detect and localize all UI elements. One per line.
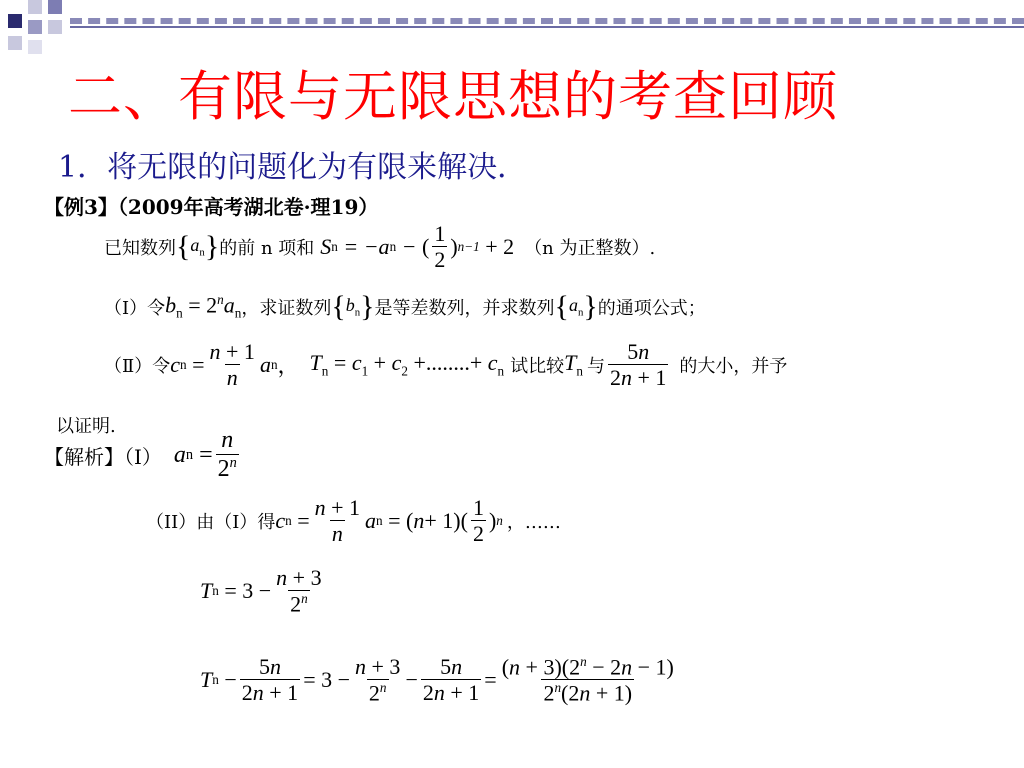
problem-part2-line	[104, 340, 787, 389]
part1-mid2: 是等差数列，并求数列	[374, 298, 555, 319]
math-tn-difference: T n − $\frac{5n}{2n + 1}$ = 3 − $\frac{n + 3}{2^n}$ − $\frac{5n}{2n + 1}$ = $\frac{(n + 3)(2^n - 2n - 1)}{2^n(2n + 1)}$	[200, 654, 674, 706]
given-prefix: 已知数列	[104, 237, 176, 259]
top-dashed-rule	[70, 18, 1024, 24]
corner-decoration	[0, 0, 90, 60]
solution-label: 【解析】（Ⅰ）	[44, 444, 162, 469]
page-title: 二、有限与无限思想的考查回顾	[68, 65, 838, 128]
math-bn-set: $\{b_n\}$	[331, 290, 375, 323]
example-label: 【例3】（2009年高考湖北卷·理19）	[44, 195, 379, 219]
math-tn: $T_n$	[564, 349, 583, 379]
math-an-set: $\{a_n\}$	[176, 229, 220, 263]
math-5n-frac: $\frac{5n}{2n + 1}$	[609, 339, 667, 391]
solution-line-2	[146, 496, 561, 545]
solution-ellipsis: ，……	[506, 511, 561, 533]
part1-mid: ，求证数列	[241, 298, 332, 319]
part2-with: 与	[586, 355, 605, 377]
part2-prefix: （Ⅱ）令	[104, 355, 171, 377]
part1-suffix: 的通项公式；	[597, 298, 706, 319]
problem-part1-line	[104, 290, 706, 324]
top-rule	[70, 26, 1024, 28]
solution-part2-label: （II）由（I）得	[146, 511, 276, 533]
given-suffix: （n 为正整数）.	[524, 237, 656, 259]
part2-suffix: 的大小，并予	[679, 355, 788, 377]
math-cn-result: c n = $\frac{n + 1}{n}$ a n = ( n + 1)( $\frac{1}{2}$ ) n	[275, 495, 503, 547]
part1-prefix: （Ⅰ）令	[104, 298, 166, 319]
math-sn-formula: S n = −a n − ( $\frac{1}{2}$ ) n−1 + 2	[320, 221, 515, 273]
math-an-set-2: $\{a_n\}$	[554, 290, 598, 323]
math-tn-result: T n = 3 − $\frac{n + 3}{2^n}$	[200, 565, 322, 617]
part2-tail: 以证明.	[56, 416, 116, 437]
section-subtitle: 1．将无限的问题化为有限来解决．	[58, 150, 528, 185]
math-bn-def: $b_n = 2^na_n$	[165, 292, 242, 321]
math-an-result: a n = $\frac{n}{2^n}$	[173, 427, 237, 483]
part2-compare: 试比较	[510, 355, 565, 377]
math-cn-def: c n = $\frac{n + 1}{n}$ a n ，	[170, 339, 300, 391]
solution-line-1	[44, 428, 242, 482]
given-mid: 的前 n 项和	[219, 237, 315, 259]
math-tn-sum: $T_n = c_1 + c_2$ +........+ $c_n$	[309, 349, 505, 379]
problem-given-line	[104, 222, 655, 271]
